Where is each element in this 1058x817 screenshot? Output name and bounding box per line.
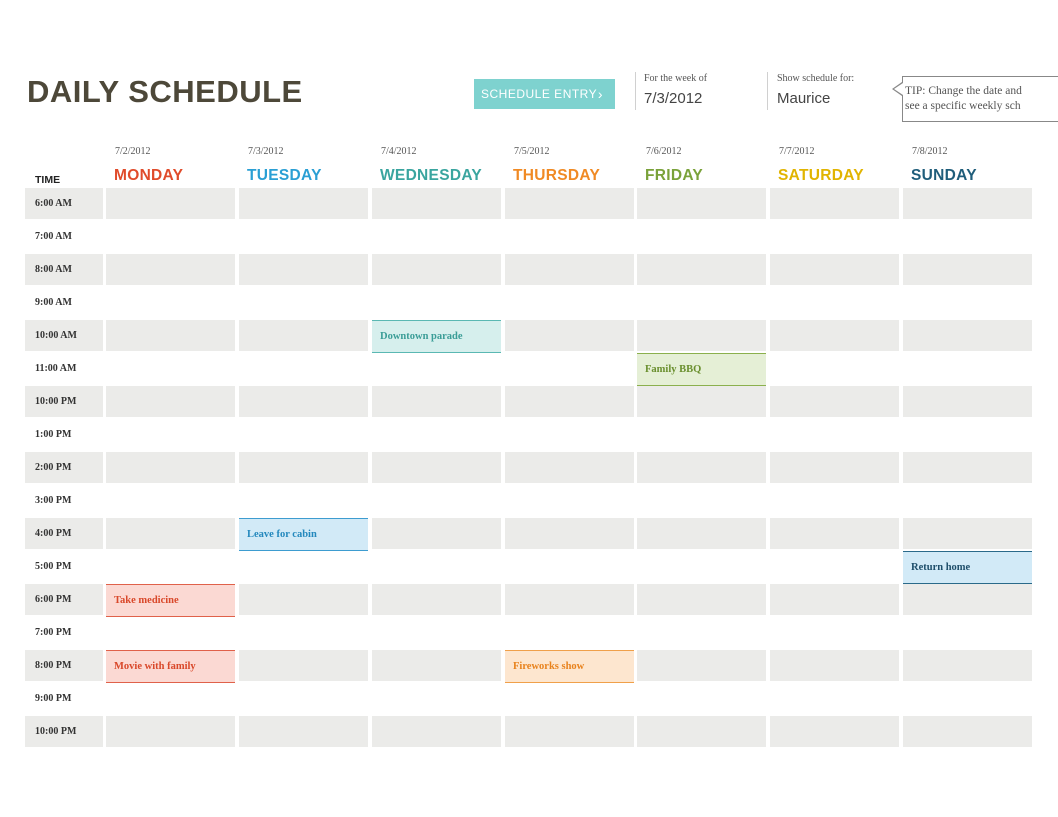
schedule-cell[interactable] [903,188,1032,219]
event-label: Leave for cabin [247,529,317,540]
schedule-cell[interactable] [239,584,368,615]
schedule-cell[interactable] [903,386,1032,417]
schedule-cell[interactable] [505,287,634,318]
schedule-cell[interactable] [372,683,501,714]
schedule-cell[interactable] [372,419,501,450]
time-label: 6:00 PM [35,594,72,605]
day-date: 7/5/2012 [514,146,550,157]
schedule-cell[interactable] [372,617,501,648]
time-label: 4:00 PM [35,528,72,539]
schedule-cell[interactable] [372,287,501,318]
schedule-cell[interactable] [505,683,634,714]
time-label: 11:00 AM [35,363,77,374]
schedule-cell[interactable] [505,485,634,516]
schedule-cell[interactable] [903,287,1032,318]
schedule-cell[interactable] [239,419,368,450]
schedule-cell[interactable] [372,254,501,285]
schedule-cell[interactable] [770,518,899,549]
tip-callout [902,76,1058,122]
schedule-cell[interactable] [372,518,501,549]
time-label: 3:00 PM [35,495,72,506]
schedule-cell[interactable] [505,419,634,450]
week-input[interactable]: 7/3/2012 [644,90,703,107]
tip-line: TIP: Change the date and [905,85,1022,97]
event-entry[interactable] [106,584,235,617]
event-entry[interactable] [637,353,766,386]
event-entry[interactable] [505,650,634,683]
time-label: 10:00 PM [35,396,77,407]
schedule-cell[interactable] [505,320,634,351]
schedule-cell[interactable] [106,287,235,318]
schedule-cell[interactable] [770,551,899,582]
schedule-cell[interactable] [239,254,368,285]
schedule-cell[interactable] [505,254,634,285]
schedule-cell[interactable] [903,353,1032,384]
schedule-cell[interactable] [505,353,634,384]
schedule-cell[interactable] [903,518,1032,549]
event-entry[interactable] [372,320,501,353]
person-input[interactable]: Maurice [777,90,831,107]
schedule-cell[interactable] [770,287,899,318]
day-date: 7/8/2012 [912,146,948,157]
schedule-cell[interactable] [637,716,766,747]
schedule-cell[interactable] [770,617,899,648]
schedule-cell[interactable] [903,485,1032,516]
schedule-cell[interactable] [106,419,235,450]
event-entry[interactable] [106,650,235,683]
event-label: Family BBQ [645,364,702,375]
schedule-cell[interactable] [239,287,368,318]
schedule-cell[interactable] [903,683,1032,714]
time-label: 7:00 AM [35,231,72,242]
schedule-cell[interactable] [770,353,899,384]
event-label: Fireworks show [513,661,585,672]
schedule-cell[interactable] [106,617,235,648]
schedule-cell[interactable] [770,683,899,714]
schedule-cell[interactable] [239,452,368,483]
schedule-cell[interactable] [903,419,1032,450]
schedule-cell[interactable] [637,485,766,516]
header-divider [635,72,636,110]
schedule-cell[interactable] [770,386,899,417]
time-label: 7:00 PM [35,627,72,638]
schedule-cell[interactable] [372,650,501,681]
schedule-cell[interactable] [903,254,1032,285]
tip-line: see a specific weekly sch [905,100,1021,112]
schedule-cell[interactable] [106,518,235,549]
event-label: Return home [911,562,971,573]
schedule-cell[interactable] [239,485,368,516]
day-name-tuesday: TUESDAY [247,167,322,184]
schedule-cell[interactable] [637,551,766,582]
schedule-cell[interactable] [637,683,766,714]
time-label: 1:00 PM [35,429,72,440]
schedule-cell[interactable] [372,386,501,417]
schedule-cell[interactable] [505,452,634,483]
schedule-cell[interactable] [106,320,235,351]
schedule-cell[interactable] [505,584,634,615]
schedule-cell[interactable] [637,320,766,351]
schedule-cell[interactable] [372,551,501,582]
schedule-entry-label: SCHEDULE ENTRY [481,87,598,101]
schedule-cell[interactable] [637,386,766,417]
event-entry[interactable] [239,518,368,551]
schedule-cell[interactable] [770,221,899,252]
schedule-cell[interactable] [372,188,501,219]
time-label: 9:00 PM [35,693,72,704]
schedule-cell[interactable] [903,716,1032,747]
schedule-cell[interactable] [770,320,899,351]
tip-pointer-fill [894,83,903,95]
schedule-cell[interactable] [239,716,368,747]
schedule-cell[interactable] [106,452,235,483]
schedule-cell[interactable] [637,419,766,450]
schedule-cell[interactable] [106,551,235,582]
time-label: 8:00 PM [35,660,72,671]
person-label: Show schedule for: [777,73,855,84]
event-label: Take medicine [114,595,179,606]
schedule-cell[interactable] [106,683,235,714]
time-label: 10:00 PM [35,726,77,737]
schedule-cell[interactable] [106,716,235,747]
event-label: Movie with family [114,661,196,672]
schedule-cell[interactable] [505,551,634,582]
schedule-cell[interactable] [239,221,368,252]
schedule-cell[interactable] [106,386,235,417]
schedule-cell[interactable] [239,650,368,681]
schedule-cell[interactable] [372,716,501,747]
day-name-friday: FRIDAY [645,167,704,184]
time-label: 5:00 PM [35,561,72,572]
schedule-cell[interactable] [770,584,899,615]
schedule-cell[interactable] [505,221,634,252]
schedule-cell[interactable] [770,419,899,450]
week-label: For the week of [644,73,708,84]
schedule-cell[interactable] [637,254,766,285]
event-entry[interactable] [903,551,1032,584]
schedule-cell[interactable] [106,188,235,219]
schedule-cell[interactable] [372,485,501,516]
schedule-cell[interactable] [637,584,766,615]
day-date: 7/7/2012 [779,146,815,157]
time-label: 9:00 AM [35,297,72,308]
time-label: 2:00 PM [35,462,72,473]
time-label: 6:00 AM [35,198,72,209]
schedule-cell[interactable] [505,386,634,417]
schedule-cell[interactable] [505,188,634,219]
schedule-cell[interactable] [106,254,235,285]
day-name-monday: MONDAY [114,167,184,184]
schedule-cell[interactable] [372,353,501,384]
schedule-cell[interactable] [770,452,899,483]
schedule-cell[interactable] [239,353,368,384]
schedule-cell[interactable] [106,485,235,516]
time-column-header: TIME [35,174,61,186]
schedule-cell[interactable] [903,584,1032,615]
event-label: Downtown parade [380,331,463,342]
schedule-cell[interactable] [106,353,235,384]
schedule-cell[interactable] [372,221,501,252]
schedule-cell[interactable] [770,650,899,681]
day-name-wednesday: WEDNESDAY [380,167,483,184]
schedule-cell[interactable] [372,452,501,483]
schedule-cell[interactable] [239,683,368,714]
schedule-cell[interactable] [903,650,1032,681]
schedule-cell[interactable] [770,188,899,219]
schedule-cell[interactable] [505,518,634,549]
schedule-cell[interactable] [770,254,899,285]
schedule-cell[interactable] [637,188,766,219]
day-date: 7/2/2012 [115,146,151,157]
schedule-cell[interactable] [239,617,368,648]
schedule-cell[interactable] [637,221,766,252]
schedule-cell[interactable] [239,386,368,417]
chevron-right-icon: › [597,86,603,102]
schedule-cell[interactable] [372,584,501,615]
schedule-cell[interactable] [770,716,899,747]
schedule-cell[interactable] [637,287,766,318]
time-label: 8:00 AM [35,264,72,275]
day-date: 7/4/2012 [381,146,417,157]
schedule-cell[interactable] [770,485,899,516]
day-name-thursday: THURSDAY [513,167,601,184]
schedule-cell[interactable] [903,617,1032,648]
day-name-sunday: SUNDAY [911,167,977,184]
header-divider [767,72,768,110]
schedule-cell[interactable] [637,518,766,549]
schedule-entry-button[interactable] [474,79,615,109]
schedule-cell[interactable] [505,617,634,648]
schedule-cell[interactable] [903,452,1032,483]
day-date: 7/6/2012 [646,146,682,157]
day-date: 7/3/2012 [248,146,284,157]
schedule-cell[interactable] [239,320,368,351]
schedule-cell[interactable] [903,320,1032,351]
schedule-cell[interactable] [637,452,766,483]
page-title: DAILY SCHEDULE [27,74,303,109]
schedule-cell[interactable] [903,221,1032,252]
schedule-cell[interactable] [239,188,368,219]
schedule-cell[interactable] [106,221,235,252]
schedule-cell[interactable] [637,650,766,681]
schedule-cell[interactable] [637,617,766,648]
schedule-cell[interactable] [505,716,634,747]
time-label: 10:00 AM [35,330,77,341]
day-name-saturday: SATURDAY [778,167,864,184]
schedule-cell[interactable] [239,551,368,582]
